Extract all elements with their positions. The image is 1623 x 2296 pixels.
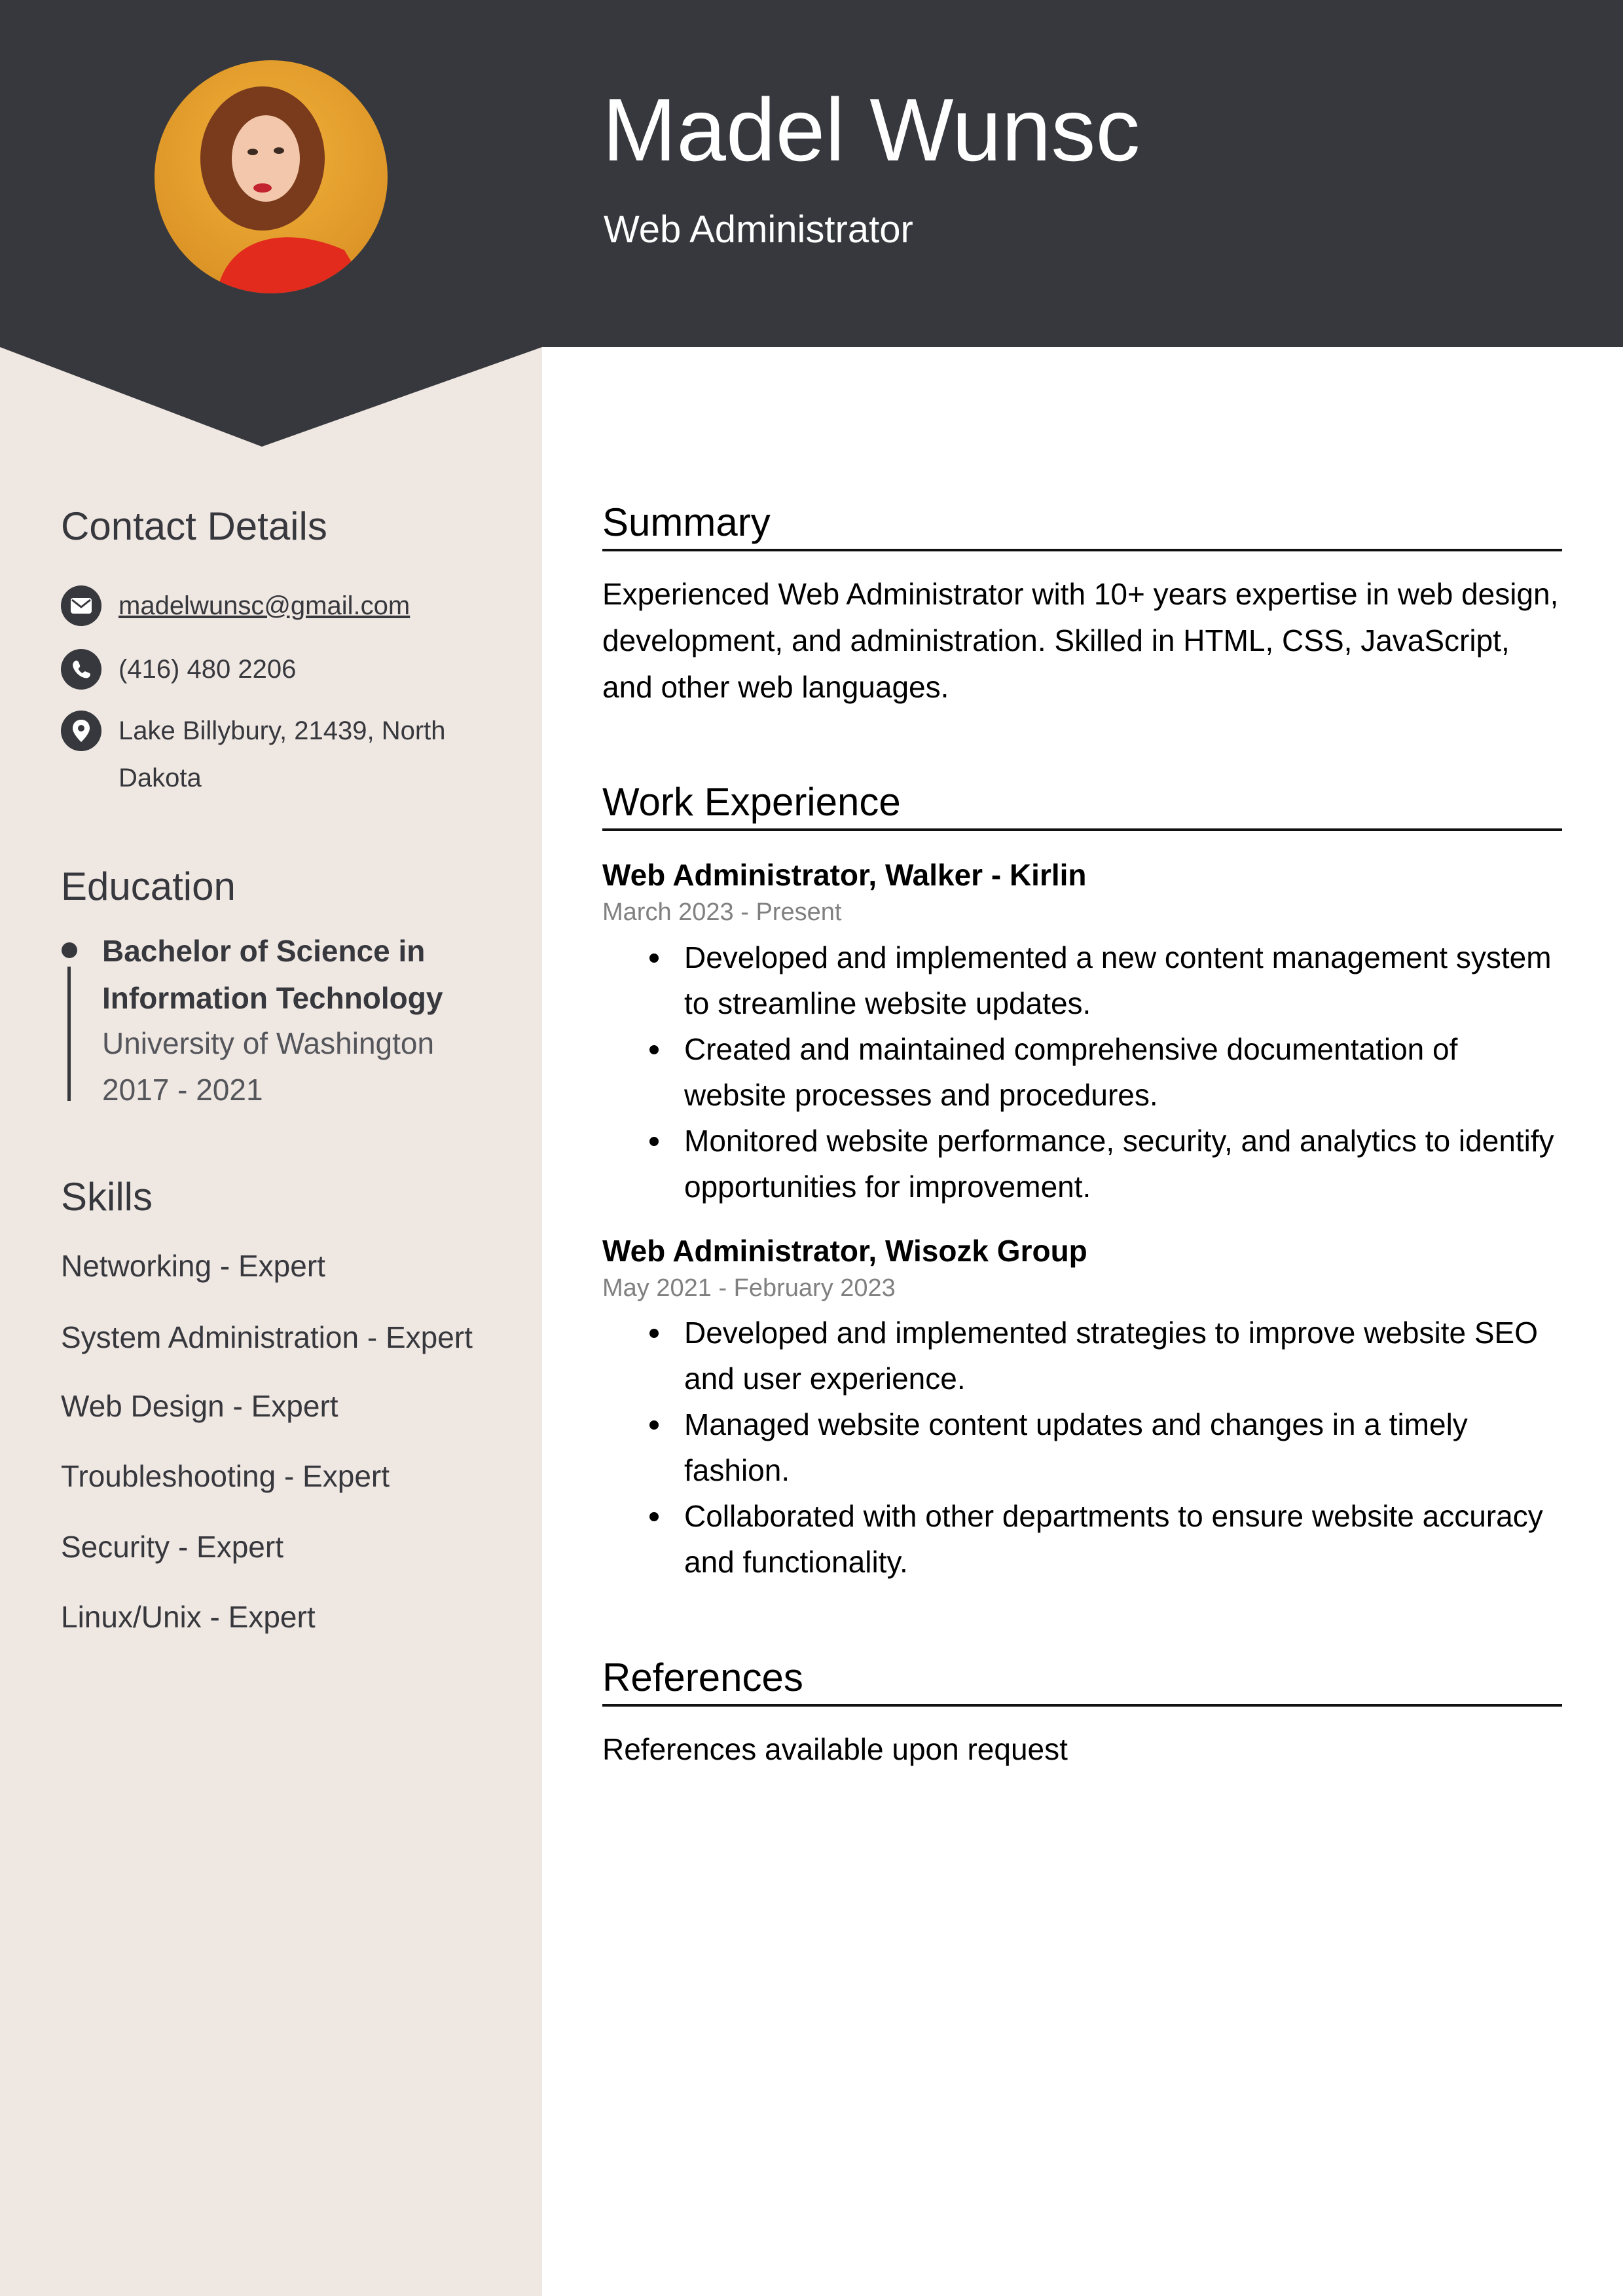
email-link[interactable]: madelwunsc@gmail.com xyxy=(119,591,410,620)
contact-email-row xyxy=(61,585,485,629)
job-bullet: Managed website content updates and changes in a timely fashion. xyxy=(684,1401,1562,1493)
skill-item: Web Design - Expert xyxy=(61,1389,338,1423)
skill-item: System Administration - Expert xyxy=(61,1320,473,1354)
candidate-name: Madel Wunsc xyxy=(602,80,1140,179)
mail-icon xyxy=(61,585,101,626)
job-bullet: Developed and implemented strategies to improve website SEO and user experience. xyxy=(684,1310,1562,1401)
education-years: 2017 - 2021 xyxy=(102,1073,263,1107)
skill-item: Security - Expert xyxy=(61,1530,283,1564)
job-title: Web Administrator, Walker - Kirlin xyxy=(602,858,1087,892)
profile-photo xyxy=(155,60,388,293)
contact-heading: Contact Details xyxy=(61,504,327,548)
education-school: University of Washington xyxy=(102,1026,435,1060)
job-bullet: Developed and implemented a new content management system to streamline website updates. xyxy=(684,935,1562,1026)
job-dates: March 2023 - Present xyxy=(602,898,842,926)
timeline-line xyxy=(67,967,71,1101)
job-bullets xyxy=(684,1310,1562,1585)
timeline-dot xyxy=(62,942,77,958)
job-bullet: Monitored website performance, security, and analytics to identify opportunities for improvement. xyxy=(684,1118,1562,1210)
job-bullets xyxy=(684,935,1562,1210)
contact-phone-row xyxy=(61,649,485,693)
experience-heading: Work Experience xyxy=(602,780,901,824)
education-degree: Bachelor of Science in Information Technology xyxy=(102,934,443,1015)
header-chevron xyxy=(0,346,542,448)
candidate-role: Web Administrator xyxy=(604,208,913,251)
section-divider xyxy=(602,828,1562,831)
summary-heading: Summary xyxy=(602,500,771,544)
job-bullet: Created and maintained comprehensive documentation of website processes and procedures. xyxy=(684,1026,1562,1118)
location-pin-icon xyxy=(61,711,101,751)
section-divider xyxy=(602,1704,1562,1707)
references-heading: References xyxy=(602,1656,803,1699)
job-bullet: Collaborated with other departments to ensure website accuracy and functionality. xyxy=(684,1493,1562,1585)
address-text: Lake Billybury, 21439, North Dakota xyxy=(119,716,446,792)
skill-item: Linux/Unix - Expert xyxy=(61,1600,316,1634)
references-text: References available upon request xyxy=(602,1732,1068,1766)
phone-icon xyxy=(61,649,101,690)
section-divider xyxy=(602,549,1562,551)
job-dates: May 2021 - February 2023 xyxy=(602,1274,896,1302)
contact-address-row xyxy=(61,711,485,802)
job-title: Web Administrator, Wisozk Group xyxy=(602,1234,1087,1268)
phone-number[interactable]: (416) 480 2206 xyxy=(119,655,297,684)
skill-item: Troubleshooting - Expert xyxy=(61,1459,390,1493)
education-heading: Education xyxy=(61,864,236,908)
skill-item: Networking - Expert xyxy=(61,1249,325,1283)
skills-heading: Skills xyxy=(61,1175,153,1219)
summary-text: Experienced Web Administrator with 10+ years expertise in web design, development, and administration. Skilled in HTML, CSS, JavaScript, and other web languages. xyxy=(602,577,1559,704)
